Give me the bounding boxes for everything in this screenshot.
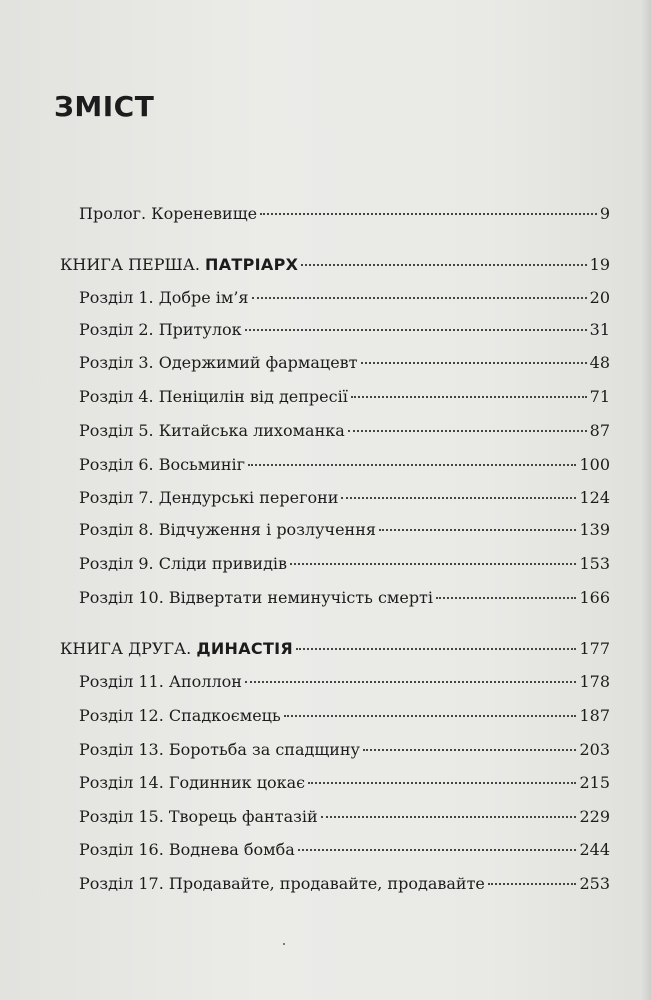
toc-entry-page: 244: [579, 840, 610, 859]
toc-entry-page: 139: [579, 520, 610, 539]
toc-entry-chapter-5[interactable]: [79, 419, 610, 443]
toc-leader-dots: [245, 681, 577, 683]
page-title: ЗМІСТ: [54, 90, 155, 123]
toc-entry-label: Розділ 5. Китайська лихоманка: [79, 421, 345, 440]
toc-entry-page: 87: [589, 421, 610, 440]
toc-leader-dots: [361, 362, 587, 364]
toc-entry-label: Пролог. Кореневище: [79, 204, 258, 223]
toc-leader-dots: [363, 749, 577, 751]
toc-leader-dots: [284, 715, 577, 717]
toc-book-prefix: КНИГА ПЕРША.: [60, 255, 206, 274]
toc-book-name: ПАТРІАРХ: [205, 255, 299, 274]
toc-entry-chapter-2[interactable]: [79, 318, 610, 342]
toc-entry-label: Розділ 3. Одержимий фармацевт: [79, 353, 358, 372]
toc-entry-page: 19: [589, 255, 610, 274]
toc-leader-dots: [290, 563, 576, 565]
page-spine-shadow: [641, 0, 651, 1000]
toc-book-name: ДИНАСТІЯ: [196, 639, 294, 658]
toc-leader-dots: [298, 849, 577, 851]
toc-entry-page: 100: [579, 455, 610, 474]
toc-entry-chapter-6[interactable]: [79, 453, 610, 477]
toc-leader-dots: [248, 464, 576, 466]
toc-entry-page: 177: [579, 639, 610, 658]
toc-entry-chapter-12[interactable]: [79, 704, 610, 728]
toc-entry-chapter-11[interactable]: [79, 670, 610, 694]
toc-entry-label: Розділ 4. Пеніцилін від депресії: [79, 387, 348, 406]
toc-entry-label: Розділ 17. Продавайте, продавайте, продавайте: [79, 874, 485, 893]
toc-entry-chapter-14[interactable]: [79, 771, 610, 795]
toc-leader-dots: [488, 883, 577, 885]
toc-entry-label: Розділ 6. Восьминіг: [79, 455, 246, 474]
toc-book-heading: [60, 637, 293, 661]
toc-entry-chapter-1[interactable]: [79, 286, 610, 310]
toc-leader-dots: [296, 648, 576, 650]
toc-entry-chapter-4[interactable]: [79, 385, 610, 409]
print-speck: [283, 943, 285, 945]
toc-entry-page: 124: [579, 488, 610, 507]
toc-entry-book-2[interactable]: [60, 637, 610, 661]
toc-entry-page: 187: [579, 706, 610, 725]
toc-entry-label: Розділ 14. Годинник цокає: [79, 773, 306, 792]
toc-entry-label: Розділ 13. Боротьба за спадщину: [79, 740, 360, 759]
toc-entry-chapter-9[interactable]: [79, 552, 610, 576]
toc-leader-dots: [348, 430, 587, 432]
toc-entry-chapter-17[interactable]: [79, 872, 610, 896]
toc-entry-chapter-10[interactable]: [79, 586, 610, 610]
toc-entry-page: 31: [589, 320, 610, 339]
toc-entry-label: Розділ 9. Сліди привидів: [79, 554, 288, 573]
toc-entry-prologue[interactable]: [79, 202, 610, 226]
toc-entry-book-1[interactable]: [60, 253, 610, 277]
toc-entry-label: Розділ 16. Воднева бомба: [79, 840, 295, 859]
toc-entry-label: Розділ 10. Відвертати неминучість смерті: [79, 588, 434, 607]
toc-leader-dots: [379, 529, 576, 531]
toc-entry-page: 71: [589, 387, 610, 406]
toc-leader-dots: [341, 497, 576, 499]
toc-book-heading: [60, 253, 298, 277]
toc-entry-label: Розділ 12. Спадкоємець: [79, 706, 281, 725]
toc-entry-label: Розділ 8. Відчуження і розлучення: [79, 520, 376, 539]
toc-leader-dots: [252, 297, 587, 299]
toc-leader-dots: [245, 329, 587, 331]
toc-entry-page: 178: [579, 672, 610, 691]
toc-entry-label: Розділ 11. Аполлон: [79, 672, 242, 691]
toc-entry-label: Розділ 2. Притулок: [79, 320, 242, 339]
toc-entry-chapter-16[interactable]: [79, 838, 610, 862]
toc-entry-chapter-8[interactable]: [79, 518, 610, 542]
toc-book-prefix: КНИГА ДРУГА.: [60, 639, 197, 658]
toc-entry-page: 203: [579, 740, 610, 759]
toc-entry-page: 20: [589, 288, 610, 307]
toc-entry-page: 229: [579, 807, 610, 826]
toc-entry-label: Розділ 15. Творець фантазій: [79, 807, 318, 826]
toc-entry-chapter-7[interactable]: [79, 486, 610, 510]
toc-entry-page: 215: [579, 773, 610, 792]
toc-entry-label: Розділ 1. Добре ім’я: [79, 288, 249, 307]
toc-leader-dots: [321, 816, 577, 818]
toc-entry-page: 48: [589, 353, 610, 372]
toc-entry-chapter-13[interactable]: [79, 738, 610, 762]
toc-leader-dots: [301, 264, 586, 266]
toc-leader-dots: [351, 396, 587, 398]
toc-entry-page: 166: [579, 588, 610, 607]
toc-entry-page: 153: [579, 554, 610, 573]
toc-entry-label: Розділ 7. Дендурські перегони: [79, 488, 339, 507]
toc-entry-page: 9: [599, 204, 610, 223]
toc-leader-dots: [260, 213, 597, 215]
toc-entry-chapter-3[interactable]: [79, 351, 610, 375]
toc-leader-dots: [308, 782, 576, 784]
toc-entry-page: 253: [579, 874, 610, 893]
toc-entry-chapter-15[interactable]: [79, 805, 610, 829]
toc-leader-dots: [436, 597, 576, 599]
